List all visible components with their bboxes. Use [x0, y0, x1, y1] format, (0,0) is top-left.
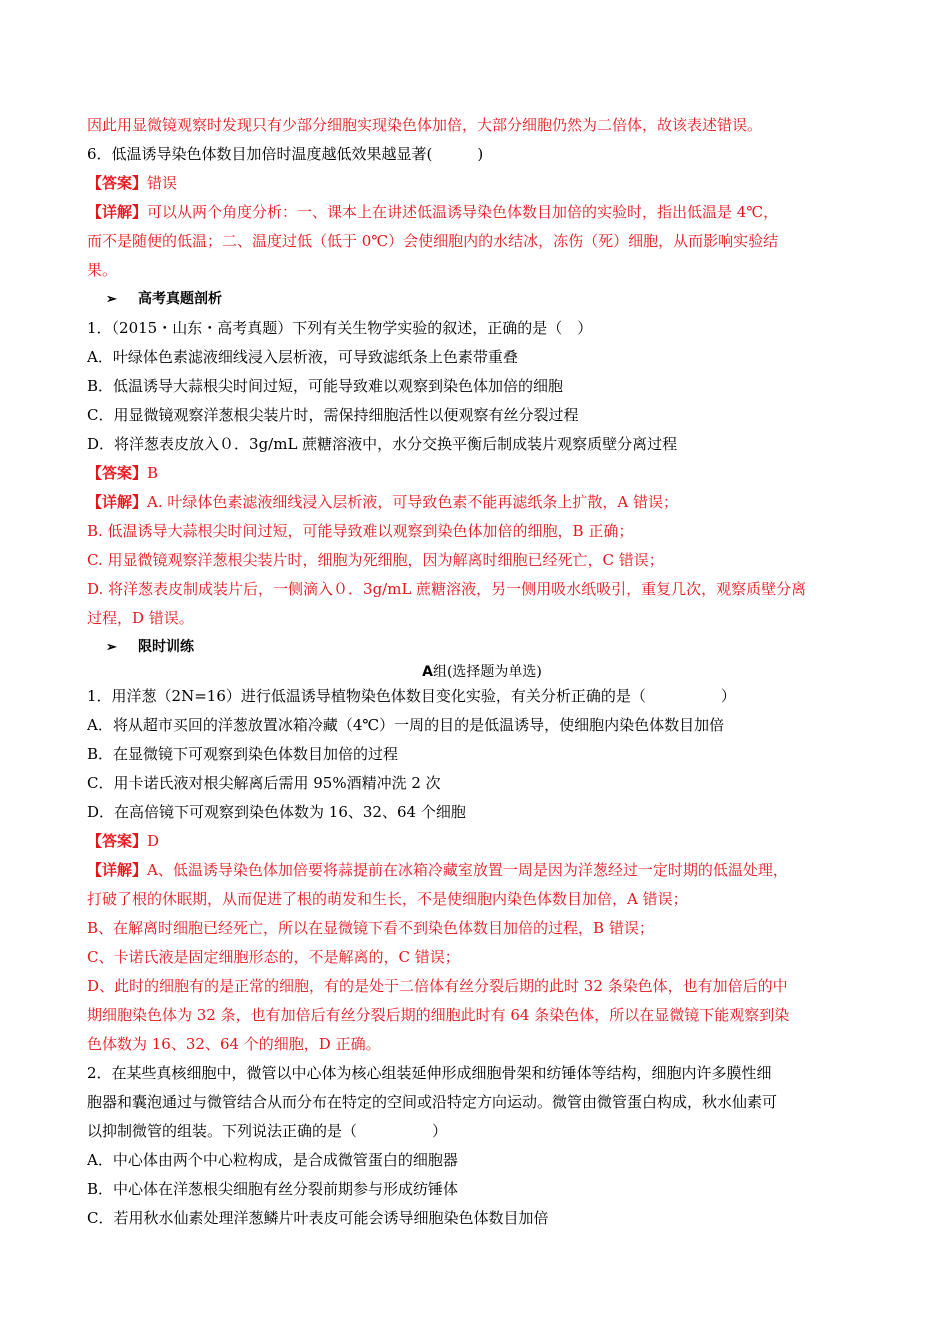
explanation-line: C. 用显微镜观察洋葱根尖装片时，细胞为死细胞，因为解离时细胞已经死亡，C 错误；: [87, 551, 664, 569]
explanation-line: 打破了根的休眠期，从而促进了根的萌发和生长，不是使细胞内染色体数目加倍，A 错误；: [87, 890, 688, 908]
explanation-line: D. 将洋葱表皮制成装片后，一侧滴入０．3g/mL 蔗糖溶液，另一侧用吸水纸吸引，重复几次，观察质壁分离: [87, 580, 807, 598]
option-a: A．中心体由两个中心粒构成，是合成微管蛋白的细胞器: [87, 1151, 458, 1169]
explanation-line: [87, 856, 877, 885]
option-d: D．在高倍镜下可观察到染色体数为 16、32、64 个细胞: [87, 803, 466, 821]
group-a-heading: [87, 662, 877, 682]
option-d: D．将洋葱表皮放入０．3g/mL 蔗糖溶液中，水分交换平衡后制成装片观察质壁分离过程: [87, 435, 678, 453]
explanation-line: 期细胞染色体为 32 条，也有加倍后有丝分裂后期的细胞此时有 64 条染色体，所以在显微镜下能观察到染: [87, 1006, 790, 1024]
answer-tag: 【答案】: [87, 464, 148, 482]
answer-line: [87, 169, 877, 198]
question-1: 1．（2015・山东・高考真题）下列有关生物学实验的叙述，正确的是（ ）: [87, 319, 593, 337]
explanation-line: 果。: [87, 261, 118, 279]
answer-text: B: [147, 464, 159, 482]
arrow-bullet-icon: ➢: [106, 292, 117, 307]
explanation-line: B、在解离时细胞已经死亡，所以在显微镜下看不到染色体数目加倍的过程，B 错误；: [87, 919, 654, 937]
option-c: C．用卡诺氏液对根尖解离后需用 95%酒精冲洗 2 次: [87, 774, 441, 792]
explanation-line: [87, 198, 877, 227]
option-b: B．低温诱导大蒜根尖时间过短，可能导致难以观察到染色体加倍的细胞: [87, 377, 564, 395]
question-2: 2．在某些真核细胞中，微管以中心体为核心组装延伸形成细胞骨架和纺锤体等结构，细胞内许多膜性细: [87, 1064, 772, 1082]
explanation-tag: 【详解】: [87, 493, 148, 511]
group-label: 组(选择题为单选): [432, 664, 542, 680]
explanation-text: 可以从两个角度分析：一、课本上在讲述低温诱导染色体数目加倍的实验时，指出低温是 4℃，: [147, 203, 779, 221]
question-2-continued: 以抑制微管的组装。下列说法正确的是（ ）: [87, 1122, 448, 1140]
question-2-continued: 胞器和囊泡通过与微管结合从而分布在特定的空间或沿特定方向运动。微管由微管蛋白构成，秋水仙素可: [87, 1093, 778, 1111]
section-heading-exam: [87, 285, 877, 314]
option-a: A．叶绿体色素滤液细线浸入层析液，可导致滤纸条上色素带重叠: [87, 348, 518, 366]
section-title: 高考真题剖析: [138, 291, 222, 307]
group-letter: A: [422, 664, 433, 680]
explanation-line: D、此时的细胞有的是正常的细胞，有的是处于二倍体有丝分裂后期的此时 32 条染色体，也有加倍后的中: [87, 977, 788, 995]
arrow-bullet-icon: ➢: [106, 640, 117, 655]
option-c: C．若用秋水仙素处理洋葱鳞片叶表皮可能会诱导细胞染色体数目加倍: [87, 1209, 549, 1227]
answer-tag: 【答案】: [87, 174, 148, 192]
explanation-line: 色体数为 16、32、64 个的细胞，D 正确。: [87, 1035, 381, 1053]
section-title: 限时训练: [138, 639, 194, 655]
explanation-tag: 【详解】: [87, 861, 148, 879]
option-a: A．将从超市买回的洋葱放置冰箱冷藏（4℃）一周的目的是低温诱导，使细胞内染色体数目加倍: [87, 716, 725, 734]
answer-line: [87, 459, 877, 488]
option-b: B．中心体在洋葱根尖细胞有丝分裂前期参与形成纺锤体: [87, 1180, 459, 1198]
explanation-line: 因此用显微镜观察时发现只有少部分细胞实现染色体加倍，大部分细胞仍然为二倍体，故该表述错误。: [87, 116, 763, 134]
question-1: 1．用洋葱（2N=16）进行低温诱导植物染色体数目变化实验，有关分析正确的是（ ）: [87, 687, 736, 705]
answer-text: 错误: [147, 174, 178, 192]
explanation-text: A、低温诱导染色体加倍要将蒜提前在冰箱冷藏室放置一周是因为洋葱经过一定时期的低温处理，: [147, 861, 788, 879]
answer-text: D: [147, 832, 160, 850]
option-c: C．用显微镜观察洋葱根尖装片时，需保持细胞活性以便观察有丝分裂过程: [87, 406, 579, 424]
explanation-line: [87, 488, 877, 517]
explanation-line: C、卡诺氏液是固定细胞形态的，不是解离的，C 错误；: [87, 948, 460, 966]
option-b: B．在显微镜下可观察到染色体数目加倍的过程: [87, 745, 399, 763]
answer-tag: 【答案】: [87, 832, 148, 850]
question-6: 6．低温诱导染色体数目加倍时温度越低效果越显著( ): [87, 145, 484, 163]
explanation-line: 过程，D 错误。: [87, 609, 194, 627]
document-page: [87, 111, 877, 1233]
answer-line: [87, 827, 877, 856]
section-heading-practice: [87, 633, 877, 662]
explanation-tag: 【详解】: [87, 203, 148, 221]
explanation-line: B. 低温诱导大蒜根尖时间过短，可能导致难以观察到染色体加倍的细胞，B 正确；: [87, 522, 634, 540]
explanation-text: A. 叶绿体色素滤液细线浸入层析液，可导致色素不能再滤纸条上扩散，A 错误；: [147, 493, 678, 511]
explanation-line: 而不是随便的低温；二、温度过低（低于 0℃）会使细胞内的水结冰，冻伤（死）细胞，从而影响实验结: [87, 232, 779, 250]
